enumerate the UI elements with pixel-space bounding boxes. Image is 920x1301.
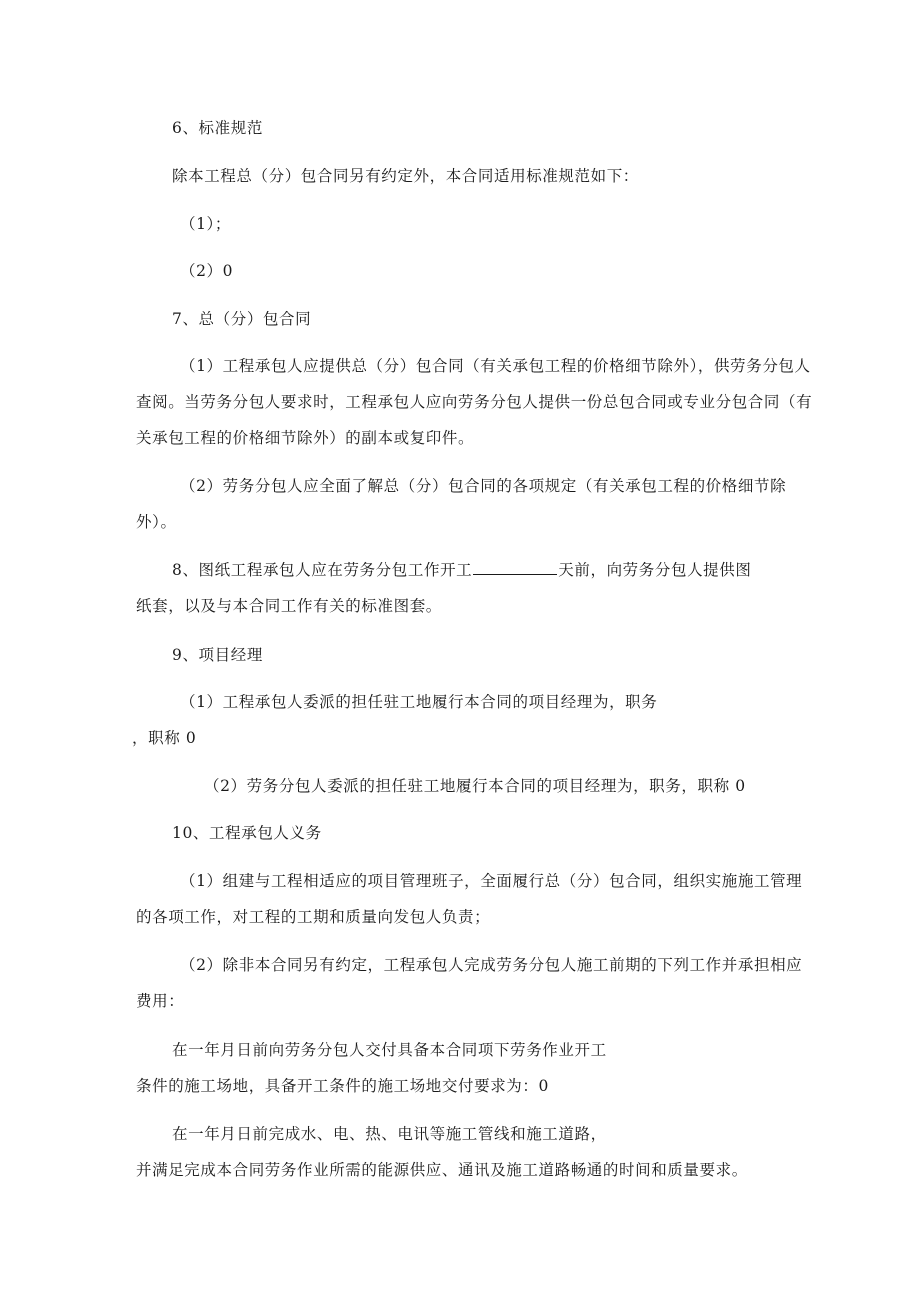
section-6-item-1: （1）； [180,215,232,233]
section-7-heading: 7、总（分）包合同 [172,310,312,328]
section-7-p1-line1: （1）工程承包人应提供总（分）包合同（有关承包工程的价格细节除外），供劳务分包人 [180,357,811,375]
section-10-item-a-line1: 在一年月日前向劳务分包人交付具备本合同项下劳务作业开工 [172,1041,607,1059]
section-10-item-b-line1: 在一年月日前完成水、电、热、电讯等施工管线和施工道路， [172,1125,607,1143]
section-7-p2-line2: 外）。 [136,513,177,531]
section-8-line1 [172,560,751,580]
section-7-p1-line3: 关承包工程的价格细节除外）的副本或复印件。 [136,429,475,447]
section-9-p2: （2）劳务分包人委派的担任驻工地履行本合同的项目经理为，职务，职称 0 [204,777,746,795]
section-8-text-after: 天前，向劳务分包人提供图 [558,561,752,579]
section-9-heading: 9、项目经理 [172,646,263,664]
section-10-p2-line2: 费用： [136,992,185,1010]
section-10-p2-line1: （2）除非本合同另有约定，工程承包人完成劳务分包人施工前期的下列工作并承担相应 [180,956,803,974]
section-7-p2-line1: （2）劳务分包人应全面了解总（分）包合同的各项规定（有关承包工程的价格细节除 [180,477,787,495]
section-9-p1-line1: （1）工程承包人委派的担任驻工地履行本合同的项目经理为，职务 [180,693,658,711]
days-blank-field [473,560,557,575]
section-7-p1-line2: 查阅。当劳务分包人要求时，工程承包人应向劳务分包人提供一份总包合同或专业分包合同（有 [136,393,813,411]
section-10-item-b-line2: 并满足完成本合同劳务作业所需的能源供应、通讯及施工道路畅通的时间和质量要求。 [136,1161,748,1179]
section-9-p1-line2: ，职称 0 [132,729,197,747]
section-8-line2: 纸套，以及与本合同工作有关的标准图套。 [136,597,442,615]
section-10-p1-line1: （1）组建与工程相适应的项目管理班子，全面履行总（分）包合同，组织实施施工管理 [180,872,803,890]
section-6-intro: 除本工程总（分）包合同另有约定外，本合同适用标准规范如下： [172,167,639,185]
section-10-item-a-line2: 条件的施工场地，具备开工条件的施工场地交付要求为：0 [136,1077,549,1095]
section-10-p1-line2: 的各项工作，对工程的工期和质量向发包人负责； [136,908,491,926]
section-10-heading: 10、工程承包人义务 [172,824,322,842]
section-8-text-before: 8、图纸工程承包人应在劳务分包工作开工 [172,561,473,579]
section-6-item-2: （2）0 [180,262,234,280]
section-6-heading: 6、标准规范 [172,119,263,137]
